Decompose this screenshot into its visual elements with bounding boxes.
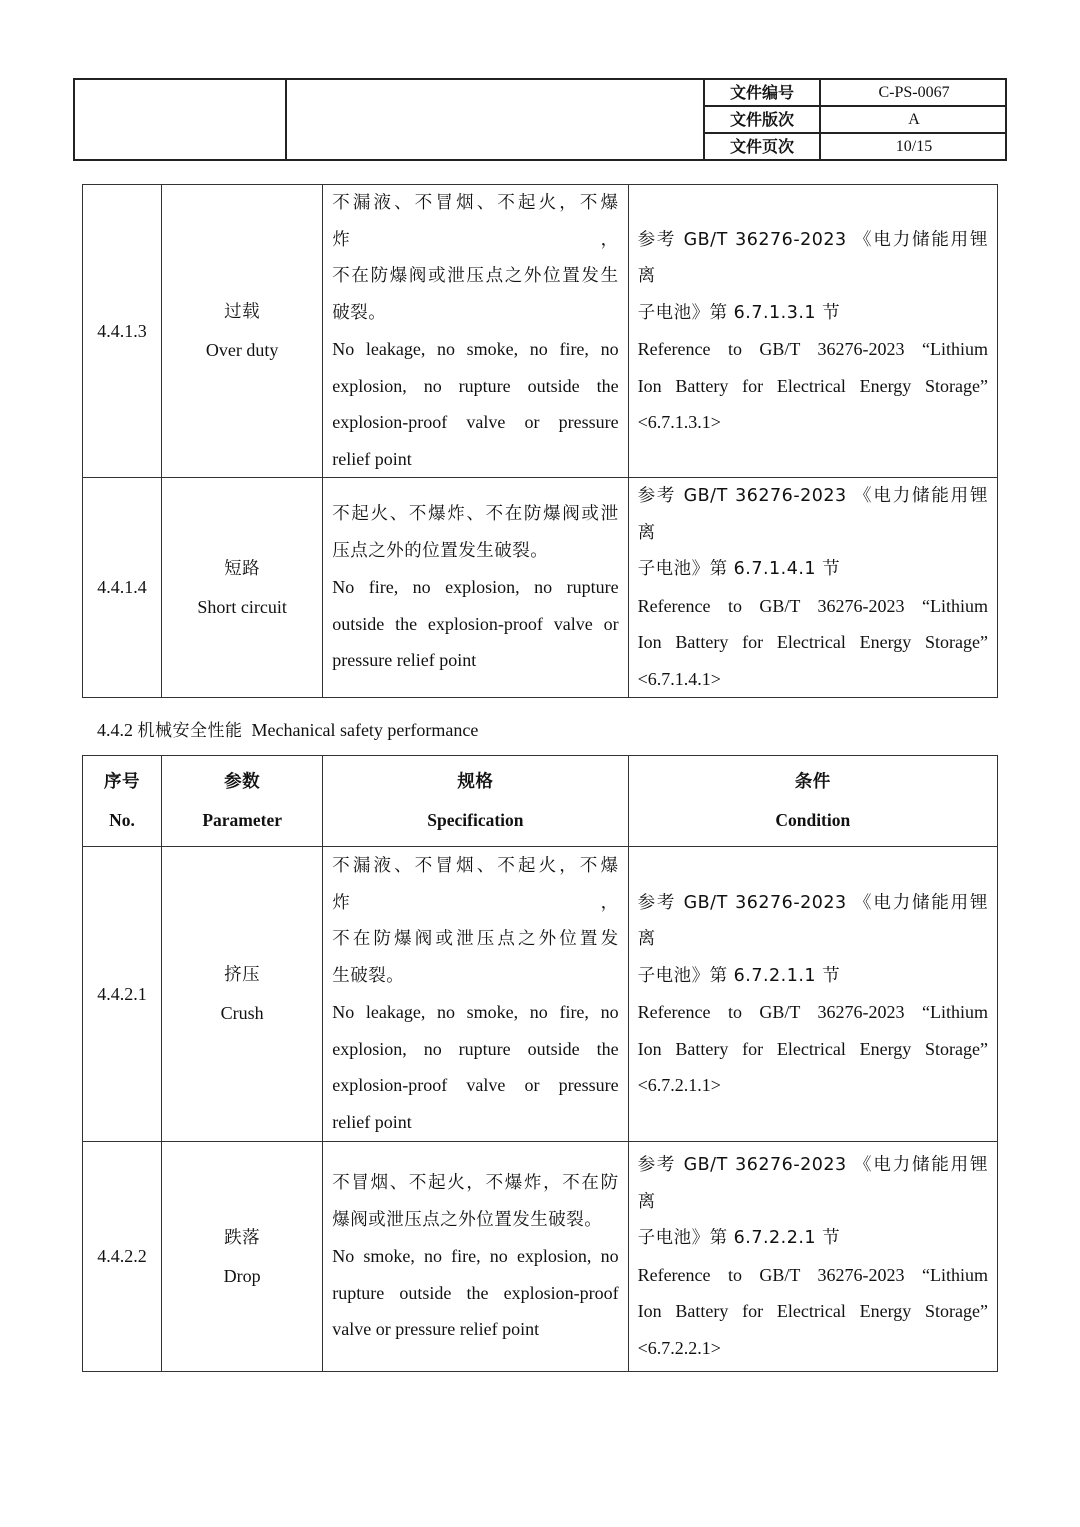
cond-line: <6.7.1.4.1>: [637, 668, 721, 689]
spec-line: pressure relief point: [332, 650, 477, 671]
header-zh: 条件: [794, 772, 831, 792]
parameter-cell: [162, 185, 323, 478]
header-en: Condition: [775, 810, 851, 830]
cond-line: 参考 GB/T 36276-2023 《电力储能用锂离: [637, 892, 988, 949]
spec-line: rupture outside the explosion-proof: [332, 1282, 619, 1303]
section-title-zh: 机械安全性能: [137, 721, 243, 741]
spec-line: 不在防爆阀或泄压点之外位置发: [332, 929, 619, 949]
spec-line: 生破裂。: [332, 965, 405, 986]
row-number: 4.4.1.3: [83, 185, 162, 478]
cond-line: <6.7.2.1.1>: [637, 1075, 721, 1095]
parameter-zh: 短路: [224, 558, 261, 579]
specification-cell: [323, 185, 628, 478]
cond-line: Reference to GB/T 36276-2023 “Lithium: [637, 1264, 988, 1285]
document-meta: [705, 80, 1007, 159]
cond-line: 参考 GB/T 36276-2023 《电力储能用锂离: [637, 1155, 988, 1212]
meta-label: 文件版次: [705, 107, 821, 132]
cond-line: 子电池》第 6.7.2.1.1 节: [637, 965, 841, 986]
cond-line: <6.7.2.2.1>: [637, 1337, 721, 1358]
parameter-en: Crush: [220, 1003, 264, 1023]
spec-line: explosion, no rupture outside the: [332, 375, 619, 396]
header-en: Parameter: [202, 810, 282, 830]
specification-cell: [323, 1142, 628, 1372]
cond-line: Ion Battery for Electrical Energy Storage”: [637, 375, 988, 396]
condition-cell: [628, 1142, 997, 1372]
table-row: [83, 1142, 998, 1372]
cond-line: 子电池》第 6.7.2.2.1 节: [637, 1228, 841, 1248]
spec-line: 压点之外的位置发生破裂。: [332, 540, 549, 561]
meta-value: C-PS-0067: [878, 84, 950, 101]
parameter-en: Over duty: [205, 340, 279, 360]
row-number: 4.4.2.1: [83, 847, 162, 1142]
cond-line: 参考 GB/T 36276-2023 《电力储能用锂离: [637, 486, 988, 543]
spec-line: 不冒烟、不起火，不爆炸，不在防: [332, 1173, 619, 1194]
header-condition: [628, 756, 997, 847]
parameter-cell: [162, 1142, 323, 1372]
table-row: [83, 847, 998, 1142]
spec-line: No leakage, no smoke, no fire, no: [332, 339, 619, 359]
condition-cell: [628, 847, 997, 1142]
spec-line: No fire, no explosion, no rupture: [332, 577, 619, 598]
spec-line: outside the explosion-proof valve or: [332, 613, 619, 634]
parameter-en: Drop: [223, 1265, 261, 1286]
cond-line: Reference to GB/T 36276-2023 “Lithium: [637, 339, 988, 359]
spec-line: explosion-proof valve or pressure: [332, 1075, 619, 1095]
cond-line: Ion Battery for Electrical Energy Storage”: [637, 1038, 988, 1059]
header-specification: [323, 756, 628, 847]
spec-line: 不在防爆阀或泄压点之外位置发生: [332, 266, 619, 286]
table-header-row: [83, 756, 998, 847]
parameter-en: Short circuit: [197, 596, 287, 617]
parameter-zh: 跌落: [224, 1227, 261, 1248]
header-zh: 参数: [224, 772, 261, 792]
spec-line: 不漏液、不冒烟、不起火，不爆炸，: [332, 193, 619, 250]
cond-line: 参考 GB/T 36276-2023 《电力储能用锂离: [637, 229, 988, 286]
section-number: 4.4.2: [97, 720, 133, 740]
spec-line: 不起火、不爆炸、不在防爆阀或泄: [332, 504, 619, 525]
meta-label: 文件编号: [705, 80, 821, 105]
spec-line: relief point: [332, 1111, 412, 1132]
cond-line: 子电池》第 6.7.1.4.1 节: [637, 559, 841, 579]
specification-cell: [323, 847, 628, 1142]
parameter-cell: [162, 847, 323, 1142]
mechanical-safety-table: [82, 755, 998, 1372]
meta-value: 10/15: [895, 138, 933, 155]
meta-row-revision: [705, 107, 1007, 134]
spec-line: 爆阀或泄压点之外位置发生破裂。: [332, 1209, 603, 1230]
table-row: [83, 478, 998, 698]
cond-line: Reference to GB/T 36276-2023 “Lithium: [637, 1002, 988, 1022]
meta-row-doc-number: [705, 80, 1007, 107]
spec-line: No leakage, no smoke, no fire, no: [332, 1002, 619, 1022]
condition-cell: [628, 478, 997, 698]
logo-cell: [75, 80, 287, 159]
header-en: Specification: [427, 810, 524, 830]
electrical-safety-table: [82, 184, 998, 698]
spec-line: 不漏液、不冒烟、不起火，不爆炸，: [332, 856, 619, 913]
specification-cell: [323, 478, 628, 698]
parameter-zh: 过载: [224, 302, 261, 322]
cond-line: <6.7.1.3.1>: [637, 412, 721, 432]
header-en: No.: [109, 810, 135, 830]
section-title-en: Mechanical safety performance: [251, 720, 479, 740]
table-row: [83, 185, 998, 478]
document-header: [73, 78, 1007, 161]
parameter-zh: 挤压: [224, 965, 261, 985]
parameter-cell: [162, 478, 323, 698]
section-title: [97, 716, 478, 741]
spec-line: 破裂。: [332, 302, 387, 323]
cond-line: 子电池》第 6.7.1.3.1 节: [637, 302, 841, 323]
title-cell: [287, 80, 705, 159]
cond-line: Ion Battery for Electrical Energy Storage”: [637, 632, 988, 652]
meta-value: A: [908, 111, 920, 128]
condition-cell: [628, 185, 997, 478]
spec-line: valve or pressure relief point: [332, 1319, 540, 1340]
spec-line: No smoke, no fire, no explosion, no: [332, 1246, 619, 1267]
header-zh: 规格: [457, 772, 494, 792]
cond-line: Reference to GB/T 36276-2023 “Lithium: [637, 595, 988, 616]
meta-label: 文件页次: [705, 134, 821, 160]
row-number: 4.4.2.2: [83, 1142, 162, 1372]
spec-line: relief point: [332, 448, 412, 469]
spec-line: explosion, no rupture outside the: [332, 1038, 619, 1059]
header-zh: 序号: [104, 772, 141, 792]
header-no: [83, 756, 162, 847]
spec-line: explosion-proof valve or pressure: [332, 412, 619, 432]
header-parameter: [162, 756, 323, 847]
cond-line: Ion Battery for Electrical Energy Storage”: [637, 1301, 988, 1321]
meta-row-page: [705, 134, 1007, 160]
row-number: 4.4.1.4: [83, 478, 162, 698]
